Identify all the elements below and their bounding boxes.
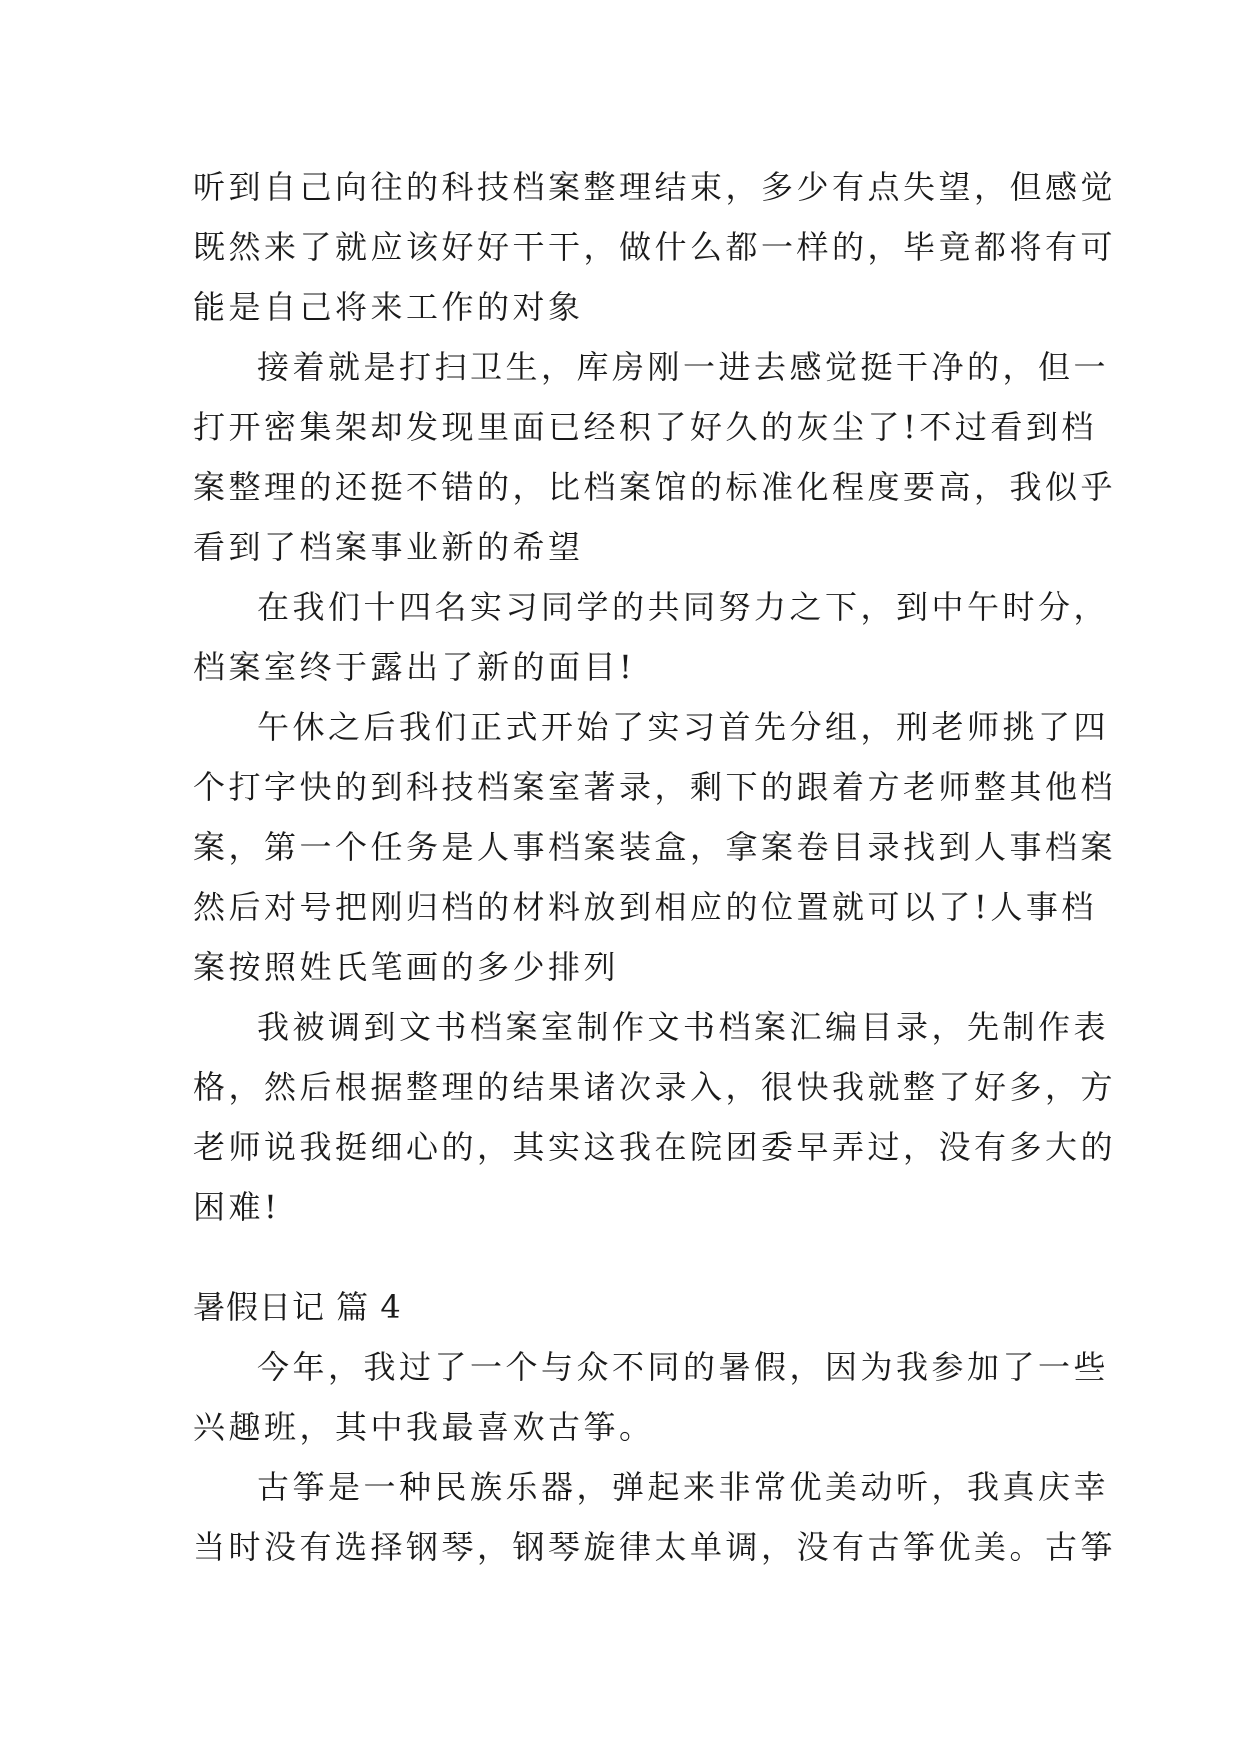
paragraph-line: 午休之后我们正式开始了实习首先分组，刑老师挑了四 xyxy=(257,708,1110,746)
paragraph-line: 案按照姓氏笔画的多少排列 xyxy=(193,948,620,986)
paragraph-line: 案，第一个任务是人事档案装盒，拿案卷目录找到人事档案 xyxy=(193,828,1117,866)
paragraph-line: 我被调到文书档案室制作文书档案汇编目录，先制作表 xyxy=(257,1008,1110,1046)
paragraph-line: 个打字快的到科技档案室著录，剩下的跟着方老师整其他档 xyxy=(193,768,1117,806)
paragraph-line: 能是自己将来工作的对象 xyxy=(193,288,584,326)
paragraph-line: 当时没有选择钢琴，钢琴旋律太单调，没有古筝优美。古筝 xyxy=(193,1528,1117,1566)
paragraph-line: 看到了档案事业新的希望 xyxy=(193,528,584,566)
paragraph-line: 今年，我过了一个与众不同的暑假，因为我参加了一些 xyxy=(257,1348,1110,1386)
paragraph-line: 档案室终于露出了新的面目! xyxy=(193,648,636,686)
paragraph-line: 兴趣班，其中我最喜欢古筝。 xyxy=(193,1408,655,1446)
paragraph-line: 老师说我挺细心的，其实这我在院团委早弄过，没有多大的 xyxy=(193,1128,1117,1166)
section-heading: 暑假日记 篇 4 xyxy=(193,1288,402,1326)
paragraph-line: 困难! xyxy=(193,1188,281,1226)
paragraph-line: 在我们十四名实习同学的共同努力之下，到中午时分， xyxy=(257,588,1110,626)
paragraph-line: 格，然后根据整理的结果诸次录入，很快我就整了好多，方 xyxy=(193,1068,1117,1106)
paragraph-line: 既然来了就应该好好干干，做什么都一样的，毕竟都将有可 xyxy=(193,228,1117,266)
paragraph-line: 然后对号把刚归档的材料放到相应的位置就可以了!人事档 xyxy=(193,888,1097,926)
paragraph-line: 打开密集架却发现里面已经积了好久的灰尘了!不过看到档 xyxy=(193,408,1097,446)
paragraph-line: 听到自己向往的科技档案整理结束，多少有点失望，但感觉 xyxy=(193,168,1117,206)
paragraph-line: 古筝是一种民族乐器，弹起来非常优美动听，我真庆幸 xyxy=(257,1468,1110,1506)
paragraph-line: 接着就是打扫卫生，库房刚一进去感觉挺干净的，但一 xyxy=(257,348,1110,386)
paragraph-line: 案整理的还挺不错的，比档案馆的标准化程度要高，我似乎 xyxy=(193,468,1117,506)
